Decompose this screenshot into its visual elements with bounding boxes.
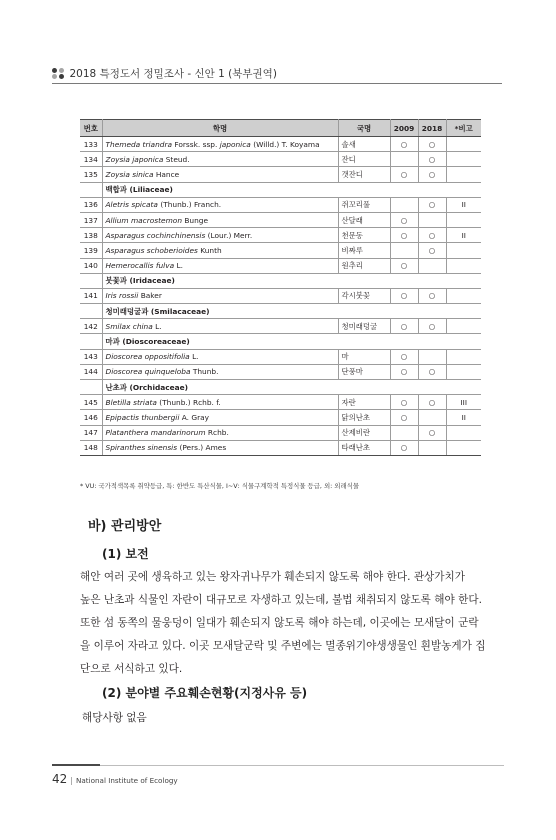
table-row [80, 243, 481, 258]
note-grade [446, 258, 481, 273]
record-2018 [418, 410, 446, 425]
paragraph-line: 단으로 서식하고 있다. [80, 663, 183, 675]
subsection-damage-status: (2) 분야별 주요훼손현황(지정사유 등) [102, 686, 308, 700]
record-2009: ○ [390, 319, 418, 334]
family-no-cell [80, 334, 102, 349]
species-number: 139 [80, 243, 102, 258]
family-no-cell [80, 182, 102, 197]
paragraph-line: 해안 여러 곳에 생육하고 있는 왕자귀나무가 훼손되지 않도록 해야 한다. 관상가치가 [80, 571, 465, 583]
col-header-2009: 2009 [390, 120, 418, 137]
species-table [80, 119, 481, 456]
record-2018: ○ [418, 228, 446, 243]
record-2018: ○ [418, 137, 446, 152]
note-grade: II [446, 228, 481, 243]
damage-status-text: 해당사항 없음 [82, 712, 147, 724]
record-2009: ○ [390, 212, 418, 227]
scientific-name: Allium macrostemon Bunge [102, 212, 338, 227]
record-2009: ○ [390, 349, 418, 364]
species-number: 140 [80, 258, 102, 273]
record-2018: ○ [418, 395, 446, 410]
paragraph-line: 또한 섬 동쪽의 물웅덩이 일대가 훼손되지 않도록 해야 하는데, 이곳에는 모새달이 군락 [80, 617, 479, 629]
header-title: 2018 특정도서 정밀조사 - 신안 1 (북부권역) [69, 68, 277, 80]
table-header-row [80, 120, 481, 137]
note-grade [446, 349, 481, 364]
table-row [80, 364, 481, 379]
record-2018: ○ [418, 243, 446, 258]
korean-name: 마 [338, 349, 390, 364]
footer-organization: National Institute of Ecology [75, 776, 178, 785]
col-header-no: 번호 [80, 120, 102, 137]
family-row [80, 380, 481, 395]
record-2018: ○ [418, 319, 446, 334]
scientific-name: Spiranthes sinensis (Pers.) Ames [102, 440, 338, 455]
header-rule [52, 83, 502, 84]
note-grade: III [446, 395, 481, 410]
family-no-cell [80, 380, 102, 395]
subsection-conservation: (1) 보전 [102, 547, 149, 561]
species-number: 134 [80, 152, 102, 167]
species-number: 137 [80, 212, 102, 227]
paragraph-line: 높은 난초과 식물인 자란이 대규모로 자생하고 있는데, 불법 채취되지 않도록 해야 한다. [80, 594, 482, 606]
table-row [80, 288, 481, 303]
species-number: 141 [80, 288, 102, 303]
family-row [80, 334, 481, 349]
record-2009 [390, 243, 418, 258]
korean-name: 잔디 [338, 152, 390, 167]
korean-name: 산제비란 [338, 425, 390, 440]
table-row [80, 212, 481, 227]
record-2018 [418, 258, 446, 273]
record-2018: ○ [418, 364, 446, 379]
col-header-2018: 2018 [418, 120, 446, 137]
family-name: 난초과 (Orchidaceae) [102, 380, 481, 395]
family-name: 붓꽃과 (Iridaceae) [102, 273, 481, 288]
record-2009: ○ [390, 228, 418, 243]
scientific-name: Bletilla striata (Thunb.) Rchb. f. [102, 395, 338, 410]
scientific-name: Iris rossii Baker [102, 288, 338, 303]
table-row [80, 152, 481, 167]
scientific-name: Smilax china L. [102, 319, 338, 334]
family-no-cell [80, 304, 102, 319]
family-name: 백합과 (Liliaceae) [102, 182, 481, 197]
conservation-paragraph [80, 566, 485, 681]
species-number: 145 [80, 395, 102, 410]
scientific-name: Zoysia japonica Steud. [102, 152, 338, 167]
family-row [80, 273, 481, 288]
header-dots-icon [52, 68, 64, 80]
record-2018: ○ [418, 167, 446, 182]
record-2009: ○ [390, 440, 418, 455]
family-no-cell [80, 273, 102, 288]
scientific-name: Epipactis thunbergii A. Gray [102, 410, 338, 425]
scientific-name: Asparagus cochinchinensis (Lour.) Merr. [102, 228, 338, 243]
species-number: 135 [80, 167, 102, 182]
running-header [52, 66, 277, 81]
note-grade [446, 425, 481, 440]
record-2009 [390, 152, 418, 167]
table-row [80, 349, 481, 364]
page-footer [52, 772, 178, 786]
record-2009 [390, 197, 418, 212]
species-number: 147 [80, 425, 102, 440]
footer-separator: | [70, 776, 73, 785]
section-title: 바) 관리방안 [88, 519, 162, 534]
record-2009: ○ [390, 167, 418, 182]
korean-name: 솔새 [338, 137, 390, 152]
family-row [80, 304, 481, 319]
note-grade: II [446, 197, 481, 212]
korean-name: 산달래 [338, 212, 390, 227]
korean-name: 청미래덩굴 [338, 319, 390, 334]
record-2009 [390, 425, 418, 440]
korean-name: 쥐꼬리풀 [338, 197, 390, 212]
species-number: 146 [80, 410, 102, 425]
record-2018: ○ [418, 288, 446, 303]
table-row [80, 410, 481, 425]
scientific-name: Dioscorea oppositifolia L. [102, 349, 338, 364]
table-row [80, 137, 481, 152]
table-row [80, 425, 481, 440]
korean-name: 닭의난초 [338, 410, 390, 425]
korean-name: 자란 [338, 395, 390, 410]
family-name: 청미래덩굴과 (Smilacaceae) [102, 304, 481, 319]
table-body [80, 137, 481, 456]
note-grade [446, 364, 481, 379]
korean-name: 단풍마 [338, 364, 390, 379]
col-header-note: *비고 [446, 120, 481, 137]
page-number: 42 [52, 772, 68, 786]
scientific-name: Hemerocallis fulva L. [102, 258, 338, 273]
note-grade [446, 319, 481, 334]
scientific-name: Asparagus schoberioides Kunth [102, 243, 338, 258]
korean-name: 각시붓꽃 [338, 288, 390, 303]
scientific-name: Dioscorea quinqueloba Thunb. [102, 364, 338, 379]
note-grade [446, 212, 481, 227]
col-header-scientific-name: 학명 [102, 120, 338, 137]
species-number: 148 [80, 440, 102, 455]
record-2018: ○ [418, 152, 446, 167]
footer-rule-dark [52, 764, 100, 766]
paragraph-line: 을 이루어 자라고 있다. 이곳 모새달군락 및 주변에는 멸종위기야생생물인 흰발농게가 집 [80, 640, 486, 652]
note-grade [446, 440, 481, 455]
family-row [80, 182, 481, 197]
species-number: 143 [80, 349, 102, 364]
record-2009: ○ [390, 137, 418, 152]
footer-rule-light [100, 765, 504, 766]
record-2009: ○ [390, 288, 418, 303]
korean-name: 비짜루 [338, 243, 390, 258]
note-grade [446, 137, 481, 152]
scientific-name: Zoysia sinica Hance [102, 167, 338, 182]
korean-name: 타래난초 [338, 440, 390, 455]
note-grade [446, 152, 481, 167]
table-row [80, 197, 481, 212]
record-2009: ○ [390, 410, 418, 425]
korean-name: 천문동 [338, 228, 390, 243]
species-number: 136 [80, 197, 102, 212]
species-number: 142 [80, 319, 102, 334]
family-name: 마과 (Dioscoreaceae) [102, 334, 481, 349]
table-footnote: * VU: 국가적색목록 취약등급, 특: 한반도 특산식물, Ⅰ~Ⅴ: 식물구계학적 특정식물 등급, 외: 외래식물 [80, 482, 360, 490]
note-grade: II [446, 410, 481, 425]
scientific-name: Themeda triandra Forssk. ssp. japonica (Willd.) T. Koyama [102, 137, 338, 152]
record-2018 [418, 212, 446, 227]
scientific-name: Aletris spicata (Thunb.) Franch. [102, 197, 338, 212]
note-grade [446, 243, 481, 258]
table-row [80, 258, 481, 273]
species-number: 133 [80, 137, 102, 152]
korean-name: 원추리 [338, 258, 390, 273]
table-row [80, 167, 481, 182]
table-row [80, 395, 481, 410]
record-2018 [418, 440, 446, 455]
record-2018: ○ [418, 197, 446, 212]
korean-name: 갯잔디 [338, 167, 390, 182]
record-2009: ○ [390, 258, 418, 273]
col-header-korean-name: 국명 [338, 120, 390, 137]
record-2018 [418, 349, 446, 364]
record-2018: ○ [418, 425, 446, 440]
table-row [80, 319, 481, 334]
scientific-name: Platanthera mandarinorum Rchb. [102, 425, 338, 440]
table-row [80, 228, 481, 243]
table-row [80, 440, 481, 455]
species-number: 144 [80, 364, 102, 379]
record-2009: ○ [390, 395, 418, 410]
note-grade [446, 288, 481, 303]
species-number: 138 [80, 228, 102, 243]
note-grade [446, 167, 481, 182]
record-2009: ○ [390, 364, 418, 379]
